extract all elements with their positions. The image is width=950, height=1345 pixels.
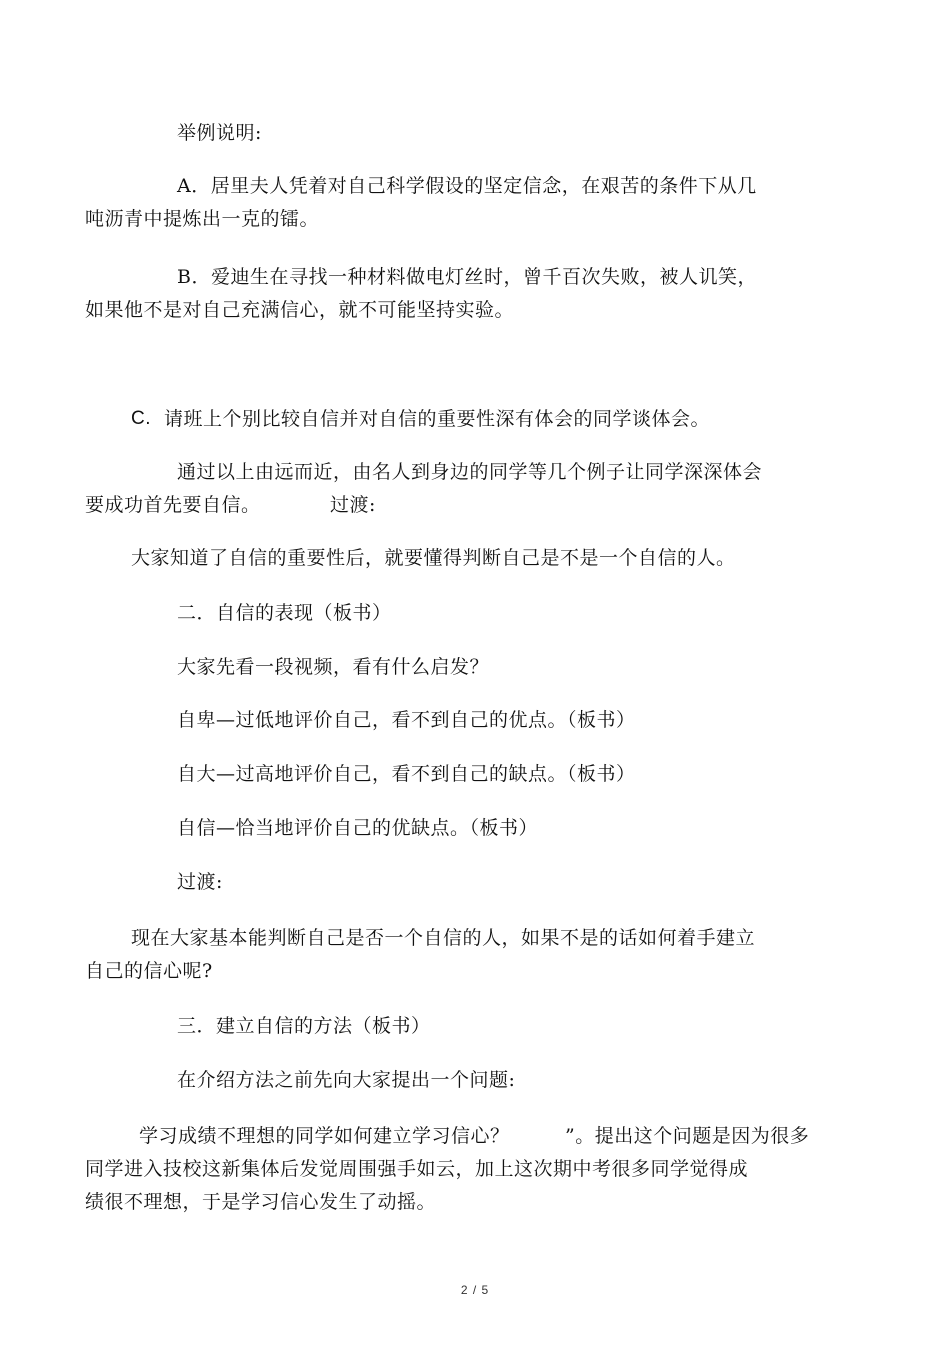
example-a-line-1: A．居里夫人凭着对自己科学假设的坚定信念，在艰苦的条件下从几 (177, 175, 757, 197)
inferiority-definition: 自卑—过低地评价自己，看不到自己的优点。（板书） (177, 709, 636, 731)
example-c-marker: C. (131, 408, 151, 429)
video-prompt: 大家先看一段视频，看有什么启发？ (177, 656, 490, 678)
question-text: 学习成绩不理想的同学如何建立学习信心？ (139, 1125, 510, 1147)
question-explanation-line-3: 绩很不理想，于是学习信心发生了动摇。 (85, 1191, 437, 1213)
transition-text-2-line-2: 自己的信心呢? (85, 960, 213, 982)
question-intro: 在介绍方法之前先向大家提出一个问题: (177, 1069, 516, 1091)
example-b-line-2: 如果他不是对自己充满信心，就不可能坚持实验。 (85, 299, 515, 321)
question-explanation-line-2: 同学进入技校这新集体后发觉周围强手如云，加上这次期中考很多同学觉得成 (85, 1158, 749, 1180)
transition-label-1: 过渡: (330, 494, 376, 516)
question-explanation-line-1: ”。提出这个问题是因为很多 (565, 1125, 810, 1147)
transition-text-2-line-1: 现在大家基本能判断自己是否一个自信的人，如果不是的话如何着手建立 (131, 927, 756, 949)
example-heading: 举例说明: (177, 122, 262, 144)
section-2-heading: 二．自信的表现（板书） (177, 602, 392, 624)
summary-line-1: 通过以上由远而近，由名人到身边的同学等几个例子让同学深深体会 (177, 461, 763, 483)
transition-text-1: 大家知道了自信的重要性后，就要懂得判断自己是不是一个自信的人。 (131, 547, 736, 569)
example-c-text: 请班上个别比较自信并对自信的重要性深有体会的同学谈体会。 (164, 408, 711, 430)
summary-line-2: 要成功首先要自信。 (85, 494, 261, 516)
page-number: 2 / 5 (460, 1283, 490, 1297)
section-3-heading: 三．建立自信的方法（板书） (177, 1015, 431, 1037)
example-b-line-1: B．爱迪生在寻找一种材料做电灯丝时，曾千百次失败，被人讥笑， (177, 266, 757, 288)
confidence-definition: 自信—恰当地评价自己的优缺点。（板书） (177, 817, 539, 839)
arrogance-definition: 自大—过高地评价自己，看不到自己的缺点。（板书） (177, 763, 636, 785)
transition-label-2: 过渡: (177, 871, 223, 893)
example-a-line-2: 吨沥青中提炼出一克的镭。 (85, 208, 320, 230)
